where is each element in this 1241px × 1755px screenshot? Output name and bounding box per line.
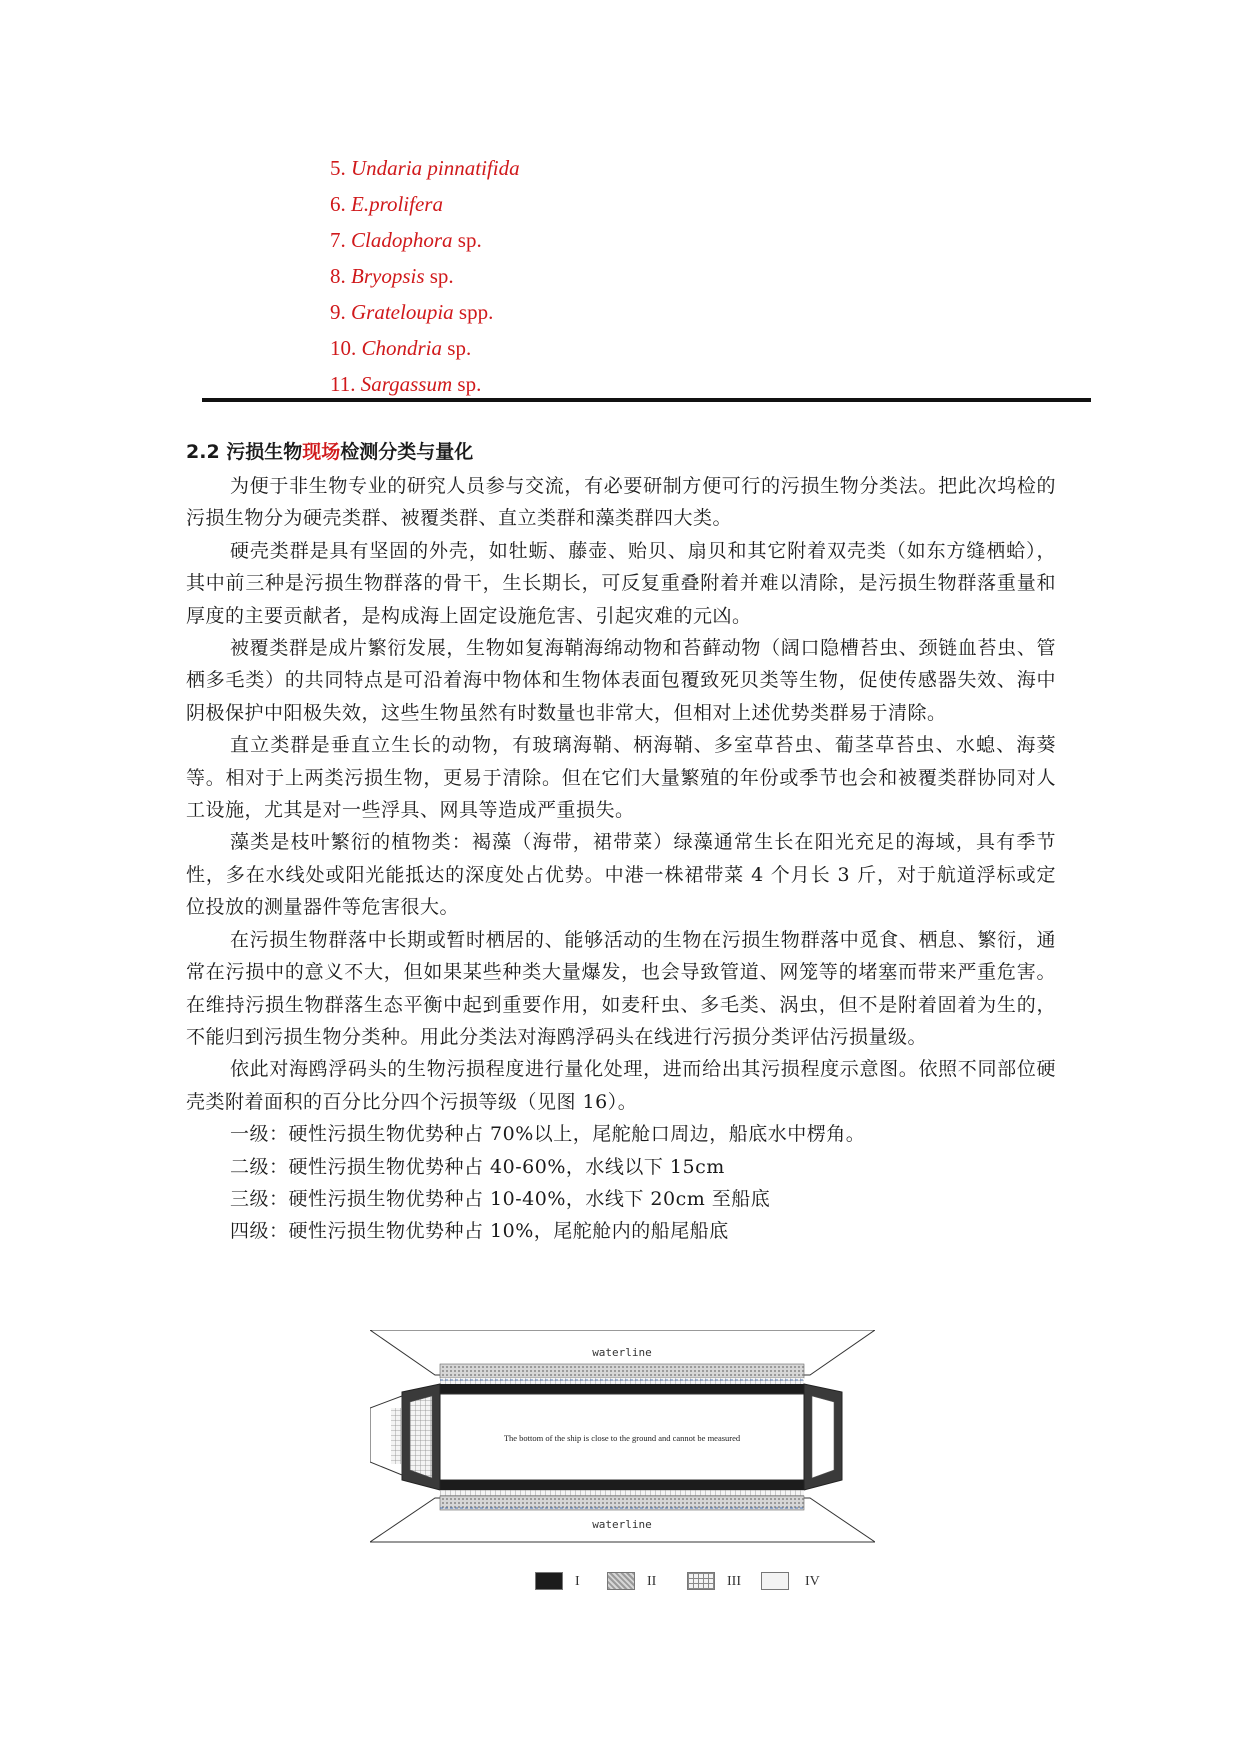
waterline-top-label: waterline [592, 1346, 652, 1359]
top-grade-band [440, 1364, 804, 1378]
section-divider [202, 398, 1091, 402]
legend-label: IV [805, 1574, 820, 1589]
grade-level-4: 四级：硬性污损生物优势种占 10%，尾舵舱内的船尾船底 [230, 1220, 729, 1243]
species-item: 8. Bryopsis sp. [330, 264, 454, 288]
species-item: 10. Chondria sp. [330, 336, 472, 360]
paragraph: 藻类是枝叶繁衍的植物类：褐藻（海带，裙带菜）绿藻通常生长在阳光充足的海域，具有季节性，多在水线处或阳光能抵达的深度处占优势。中港一株裙带菜 4 个月长 3 斤，对于航道浮标或定位投放的测量器件等危害很大。 [186, 831, 1056, 919]
hull-band-bottom [440, 1480, 804, 1490]
legend-swatch [687, 1572, 715, 1590]
species-list [330, 150, 520, 402]
heading-highlight: 现场 [302, 441, 341, 463]
hull-band-top [440, 1384, 804, 1394]
species-item: 7. Cladophora sp. [330, 228, 482, 252]
paragraph: 硬壳类群是具有坚固的外壳，如牡蛎、藤壶、贻贝、扇贝和其它附着双壳类（如东方缝栖蛤），其中前三种是污损生物群落的骨干，生长期长，可反复重叠附着并难以清除，是污损生物群落重量和厚度的主要贡献者，是构成海上固定设施危害、引起灾难的元凶。 [186, 539, 1056, 627]
grade-level-1: 一级：硬性污损生物优势种占 70%以上，尾舵舱口周边，船底水中楞角。 [230, 1123, 866, 1146]
legend-swatch [535, 1572, 563, 1590]
grade-level-3: 三级：硬性污损生物优势种占 10-40%，水线下 20cm 至船底 [230, 1187, 771, 1210]
species-item: 11. Sargassum sp. [330, 372, 482, 396]
paragraph: 直立类群是垂直立生长的动物，有玻璃海鞘、柄海鞘、多室草苔虫、葡茎草苔虫、水螅、海葵等。相对于上两类污损生物，更易于清除。但在它们大量繁殖的年份或季节也会和被覆类群协同对人工设施，尤其是对一些浮具、网具等造成严重损失。 [186, 734, 1056, 822]
body-text [186, 470, 1056, 1248]
legend-swatch [761, 1572, 789, 1590]
section-heading: 2.2 污损生物现场检测分类与量化 [186, 441, 474, 463]
grade-level-2: 二级：硬性污损生物优势种占 40-60%，水线以下 15cm [230, 1155, 725, 1178]
paragraph: 在污损生物群落中长期或暂时栖居的、能够活动的生物在污损生物群落中觅食、栖息、繁衍，通常在污损中的意义不大，但如果某些种类大量爆发，也会导致管道、网笼等的堵塞而带来严重危害。在维持污损生物群落生态平衡中起到重要作用，如麦秆虫、多毛类、涡虫，但不是附着固着为生的，不能归到污损生物分类种。用此分类法对海鸥浮码头在线进行污损分类评估污损量级。 [186, 928, 1056, 1048]
center-note: The bottom of the ship is close to the ground and cannot be measured [503, 1433, 741, 1443]
legend-label: I [575, 1574, 580, 1589]
paragraph: 依此对海鸥浮码头的生物污损程度进行量化处理，进而给出其污损程度示意图。依照不同部位硬壳类附着面积的百分比分四个污损等级（见图 16）。 [186, 1058, 1056, 1113]
legend-label: II [647, 1574, 657, 1589]
legend-label: III [727, 1574, 741, 1589]
waterline-bottom-label: waterline [592, 1518, 652, 1531]
legend-swatch [607, 1572, 635, 1590]
fouling-diagram [370, 1330, 875, 1554]
paragraph: 被覆类群是成片繁衍发展，生物如复海鞘海绵动物和苔藓动物（阔口隐槽苔虫、颈链血苔虫、管栖多毛类）的共同特点是可沿着海中物体和生物体表面包覆致死贝类等生物，促使传感器失效、海中阴极保护中阳极失效，这些生物虽然有时数量也非常大，但相对上述优势类群易于清除。 [186, 637, 1056, 724]
species-item: 6. E.prolifera [330, 192, 443, 216]
species-item: 9. Grateloupia spp. [330, 300, 494, 324]
paragraph: 为便于非生物专业的研究人员参与交流，有必要研制方便可行的污损生物分类法。把此次坞检的污损生物分为硬壳类群、被覆类群、直立类群和藻类群四大类。 [186, 475, 1056, 530]
species-item: 5. Undaria pinnatifida [330, 156, 520, 180]
